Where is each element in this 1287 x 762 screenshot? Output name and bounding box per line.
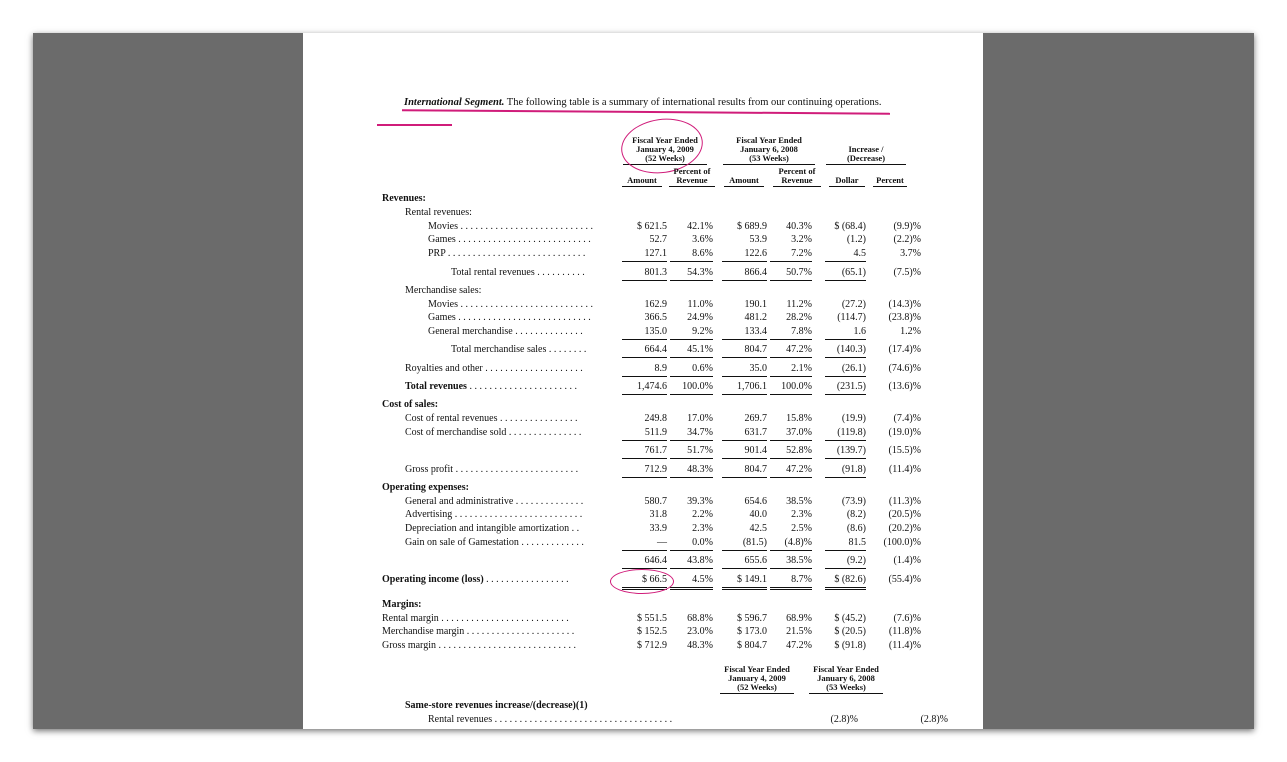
table-row [382,625,922,639]
cell-amount-2009: 52.7 [649,234,667,245]
table-row [382,298,922,312]
same-store-header-fy2009 [720,665,794,694]
cell-percent-change: (100.0)% [883,537,921,548]
cell-dollar-change: $ (68.4) [834,221,866,232]
cell-dollar-change: (140.3) [825,343,866,358]
cell-dollar-change: (119.8) [825,426,866,441]
cell-amount-2009: $ 66.5 [622,573,667,590]
document-page [303,33,983,729]
cell-pct-2008: 2.5% [791,523,812,534]
cell-dollar-change: (73.9) [841,496,866,507]
cell-dollar-change: (1.2) [846,234,866,245]
cell-amount-2008: 866.4 [722,266,767,281]
cell-amount-2009: 8.9 [622,362,667,377]
cell-pct-2008: 15.8% [786,413,812,424]
table-row [382,426,922,440]
same-store-fy2008-line2: January 6, 2008 [817,673,875,683]
cell-amount-2008: 1,706.1 [722,380,767,395]
cell-percent-change: (17.4)% [888,344,921,355]
cell-pct-2008: 68.9% [786,613,812,624]
cell-amount-2008: 42.5 [749,523,767,534]
cell-amount-2008: 804.7 [722,463,767,478]
cell-pct-2008: 8.7% [770,573,812,590]
cell-percent-change: (13.6)% [888,381,921,392]
cell-pct-2008: 100.0% [770,380,812,395]
cell-amount-2008: $ 596.7 [737,613,767,624]
same-store-header-fy2008 [809,665,883,694]
table-row [382,508,922,522]
cell-amount-2009: 664.4 [622,343,667,358]
cell-dollar-change: $ (20.5) [834,626,866,637]
cell-amount-2008: 122.6 [722,247,767,262]
cell-amount-2009: $ 551.5 [637,613,667,624]
cell-pct-2008: 11.2% [786,299,812,310]
cell-amount-2008: 269.7 [744,413,767,424]
cell-percent-change: (7.6)% [893,613,921,624]
cell-pct-2009: 24.9% [687,312,713,323]
cell-dollar-change: $ (91.8) [834,640,866,651]
section-label: Margins: [382,599,422,610]
cell-amount-2009: 33.9 [649,523,667,534]
cell-amount-2008: 35.0 [722,362,767,377]
header-fy2009-line2: January 4, 2009 [636,144,694,154]
cell-pct-2009: 54.3% [670,266,713,281]
section-revenues [382,192,922,206]
sub-amount-2: Amount [724,176,764,187]
cell-amount-2008: 655.6 [722,554,767,569]
cell-pct-2009: 48.3% [670,463,713,478]
cell-dollar-change: $ (45.2) [834,613,866,624]
intro-heading: International Segment. [404,97,505,108]
table-row [382,247,922,261]
cell-pct-2008: 47.2% [770,463,812,478]
cell-pct-2009: 42.1% [687,221,713,232]
header-fy2008-line1: Fiscal Year Ended [736,135,802,145]
cell-amount-2008: 40.0 [749,509,767,520]
table-row [382,536,922,550]
cell-pct-2008: 2.1% [770,362,812,377]
cell-dollar-change: (26.1) [825,362,866,377]
cell-dollar-change: (231.5) [825,380,866,395]
row-label: Total rental revenues . . . . . . . . . . [451,267,585,278]
cell-amount-2008: $ 149.1 [722,573,767,590]
header-fy2009-line1: Fiscal Year Ended [632,135,698,145]
header-change-line1: Increase / [848,144,884,154]
cell-amount-2009: $ 621.5 [637,221,667,232]
row-label: Advertising . . . . . . . . . . . . . . . . . . . . . . . . . . [405,509,583,520]
sub-pct-1: Percent of Revenue [669,167,715,187]
cell-percent-change: (11.4)% [888,640,921,651]
cell-pct-2008: 2.3% [791,509,812,520]
cell-pct-2008: 40.3% [786,221,812,232]
cell-dollar-change: $ (82.6) [825,573,866,590]
cell-amount-2008: 804.7 [722,343,767,358]
intro-text: The following table is a summary of international results from our continuing operations. [506,97,882,108]
table-row [382,412,922,426]
table-row [382,612,922,626]
highlight-underline-2 [377,124,452,126]
cell-amount-2009: 127.1 [622,247,667,262]
header-fy2008 [723,136,815,165]
cell-amount-2009: 801.3 [622,266,667,281]
table-row-total [382,380,922,394]
cell-dollar-change: 1.6 [825,325,866,340]
table-row-subtotal [382,444,922,458]
cell-pct-2009: 11.0% [687,299,713,310]
table-row [382,233,922,247]
section-cost-of-sales [382,398,922,412]
cell-percent-change: (20.2)% [888,523,921,534]
header-change-line2: (Decrease) [846,153,886,163]
cell-pct-2009: 2.3% [692,523,713,534]
cell-pct-2009: 39.3% [687,496,713,507]
row-label: Rental margin . . . . . . . . . . . . . . . . . . . . . . . . . . [382,613,569,624]
cell-percent-change: (15.5)% [888,445,921,456]
cell-amount-2009: 1,474.6 [622,380,667,395]
cell-pct-2009: 8.6% [670,247,713,262]
cell-amount-2009: 511.9 [622,426,667,441]
cell-amount-2009: $ 152.5 [637,626,667,637]
cell-pct-2008: 50.7% [770,266,812,281]
cell-pct-2008: 52.8% [770,444,812,459]
cell-pct-2008: 3.2% [791,234,812,245]
row-label: Rental revenues: [405,207,472,218]
row-label: Total revenues . . . . . . . . . . . . . . . . . . . . . . [405,381,577,392]
cell-percent-change: (1.4)% [893,555,921,566]
same-store-fy2009-line3: (52 Weeks) [737,682,777,692]
cell-amount-2008: 53.9 [749,234,767,245]
same-store-fy2008-line1: Fiscal Year Ended [813,664,879,674]
table-row-subtotal [382,554,922,568]
cell-pct-2009: 0.6% [670,362,713,377]
cell-pct-2008: 28.2% [786,312,812,323]
cell-pct-2008: (4.8)% [770,536,812,551]
cell-pct-2009: 100.0% [670,380,713,395]
header-change [826,145,906,165]
cell-pct-2008: 47.2% [786,640,812,651]
section-label: Operating expenses: [382,482,469,493]
row-label: Merchandise sales: [405,285,482,296]
cell-amount-2008: 631.7 [722,426,767,441]
sub-percent: Percent [873,176,907,187]
row-label: General merchandise . . . . . . . . . . . . . . [428,326,583,337]
row-label: Depreciation and intangible amortization . . [405,523,580,534]
cell-same-store-2008: (2.8)% [920,714,948,725]
cell-pct-2009: 48.3% [687,640,713,651]
row-label: Gain on sale of Gamestation . . . . . . . . . . . . . [405,537,584,548]
rental-revenues-heading [382,206,922,220]
cell-pct-2009: 2.2% [692,509,713,520]
cell-percent-change: (9.9)% [893,221,921,232]
header-fy2008-line2: January 6, 2008 [740,144,798,154]
row-label: Total merchandise sales . . . . . . . . [451,344,587,355]
row-label: Cost of merchandise sold . . . . . . . . . . . . . . . [405,427,582,438]
cell-dollar-change: (91.8) [825,463,866,478]
cell-dollar-change: (114.7) [837,312,866,323]
cell-dollar-change: (8.2) [846,509,866,520]
cell-pct-2009: 23.0% [687,626,713,637]
cell-percent-change: (20.5)% [888,509,921,520]
cell-percent-change: (14.3)% [888,299,921,310]
row-label: Same-store revenues increase/(decrease)(1) [405,700,588,711]
cell-same-store-2009: (2.8)% [830,714,858,725]
cell-pct-2009: 0.0% [670,536,713,551]
cell-amount-2009: 249.8 [644,413,667,424]
cell-pct-2008: 38.5% [770,554,812,569]
table-row [382,495,922,509]
cell-dollar-change: (8.6) [846,523,866,534]
cell-amount-2009: 31.8 [649,509,667,520]
sub-amount-1: Amount [622,176,662,187]
cell-pct-2009: 3.6% [692,234,713,245]
cell-percent-change: (2.2)% [893,234,921,245]
row-label: PRP . . . . . . . . . . . . . . . . . . . . . . . . . . . . [428,248,586,259]
table-row [382,463,922,477]
section-label: Revenues: [382,193,426,204]
cell-percent-change: (55.4)% [888,574,921,585]
cell-percent-change: (11.3)% [888,496,921,507]
table-row [382,220,922,234]
section-operating-expenses [382,481,922,495]
row-label: Gross margin . . . . . . . . . . . . . . . . . . . . . . . . . . . . [382,640,576,651]
cell-dollar-change: (19.9) [841,413,866,424]
cell-pct-2009: 45.1% [670,343,713,358]
cell-percent-change: 1.2% [900,326,921,337]
header-fy2008-line3: (53 Weeks) [749,153,789,163]
row-label: Games . . . . . . . . . . . . . . . . . . . . . . . . . . . [428,312,591,323]
row-label: Royalties and other . . . . . . . . . . . . . . . . . . . . [405,363,583,374]
cell-dollar-change: (65.1) [825,266,866,281]
cell-amount-2008: $ 804.7 [737,640,767,651]
cell-dollar-change: 81.5 [825,536,866,551]
cell-pct-2008: 47.2% [770,343,812,358]
table-row [382,311,922,325]
table-row [382,325,922,339]
cell-pct-2008: 37.0% [770,426,812,441]
table-row [382,343,922,357]
cell-pct-2009: 51.7% [670,444,713,459]
cell-dollar-change: 4.5 [825,247,866,262]
cell-pct-2009: 43.8% [670,554,713,569]
section-label: Cost of sales: [382,399,439,410]
cell-percent-change: (11.8)% [888,626,921,637]
cell-amount-2008: 190.1 [744,299,767,310]
cell-pct-2009: 34.7% [670,426,713,441]
merch-sales-heading [382,284,922,298]
cell-pct-2009: 17.0% [687,413,713,424]
cell-amount-2009: $ 712.9 [637,640,667,651]
cell-dollar-change: (27.2) [841,299,866,310]
same-store-title [382,699,922,713]
table-row [382,522,922,536]
table-row [382,713,948,727]
cell-amount-2008: 481.2 [744,312,767,323]
cell-dollar-change: (9.2) [825,554,866,569]
row-label: Rental revenues . . . . . . . . . . . . . . . . . . . . . . . . . . . . . . . . . . . . [428,714,673,725]
same-store-fy2009-line1: Fiscal Year Ended [724,664,790,674]
header-fy2009-line3: (52 Weeks) [645,153,685,163]
cell-amount-2009: 580.7 [644,496,667,507]
cell-amount-2008: 133.4 [722,325,767,340]
cell-amount-2009: 712.9 [622,463,667,478]
row-label: Games . . . . . . . . . . . . . . . . . . . . . . . . . . . [428,234,591,245]
table-row [382,266,922,280]
sub-dollar: Dollar [829,176,865,187]
sub-pct-2: Percent of Revenue [773,167,821,187]
cell-amount-2008: 654.6 [744,496,767,507]
cell-amount-2009: 135.0 [622,325,667,340]
row-label: Gross profit . . . . . . . . . . . . . . . . . . . . . . . . . [405,464,579,475]
cell-percent-change: (19.0)% [888,427,921,438]
same-store-fy2009-line2: January 4, 2009 [728,673,786,683]
same-store-fy2008-line3: (53 Weeks) [826,682,866,692]
cell-percent-change: (7.5)% [893,267,921,278]
intro-paragraph [382,96,882,110]
cell-percent-change: (11.4)% [888,464,921,475]
row-label: Movies . . . . . . . . . . . . . . . . . . . . . . . . . . . [428,299,593,310]
cell-pct-2008: 7.8% [770,325,812,340]
cell-amount-2009: 366.5 [644,312,667,323]
cell-percent-change: (74.6)% [888,363,921,374]
cell-amount-2009: 761.7 [622,444,667,459]
cell-dollar-change: (139.7) [825,444,866,459]
row-label: General and administrative . . . . . . . . . . . . . . [405,496,584,507]
table-row [382,362,922,376]
row-label: Merchandise margin . . . . . . . . . . . . . . . . . . . . . . [382,626,575,637]
cell-amount-2009: 646.4 [622,554,667,569]
cell-amount-2008: 901.4 [722,444,767,459]
cell-amount-2009: — [622,536,667,551]
row-label: Movies . . . . . . . . . . . . . . . . . . . . . . . . . . . [428,221,593,232]
table-row [382,639,922,653]
cell-amount-2009: 162.9 [644,299,667,310]
document-viewer[interactable] [33,33,1254,729]
cell-percent-change: 3.7% [900,248,921,259]
cell-pct-2008: 38.5% [786,496,812,507]
cell-percent-change: (7.4)% [893,413,921,424]
cell-amount-2008: (81.5) [722,536,767,551]
row-label: Operating income (loss) . . . . . . . . . . . . . . . . . [382,574,569,585]
cell-percent-change: (23.8)% [888,312,921,323]
cell-pct-2009: 68.8% [687,613,713,624]
row-label: Cost of rental revenues . . . . . . . . . . . . . . . . [405,413,578,424]
cell-pct-2008: 7.2% [770,247,812,262]
cell-pct-2009: 4.5% [670,573,713,590]
section-margins [382,598,922,612]
cell-amount-2008: $ 689.9 [737,221,767,232]
cell-pct-2008: 21.5% [786,626,812,637]
highlight-circle-operating-income [610,569,674,594]
highlight-underline-1 [402,109,890,114]
cell-amount-2008: $ 173.0 [737,626,767,637]
cell-pct-2009: 9.2% [670,325,713,340]
